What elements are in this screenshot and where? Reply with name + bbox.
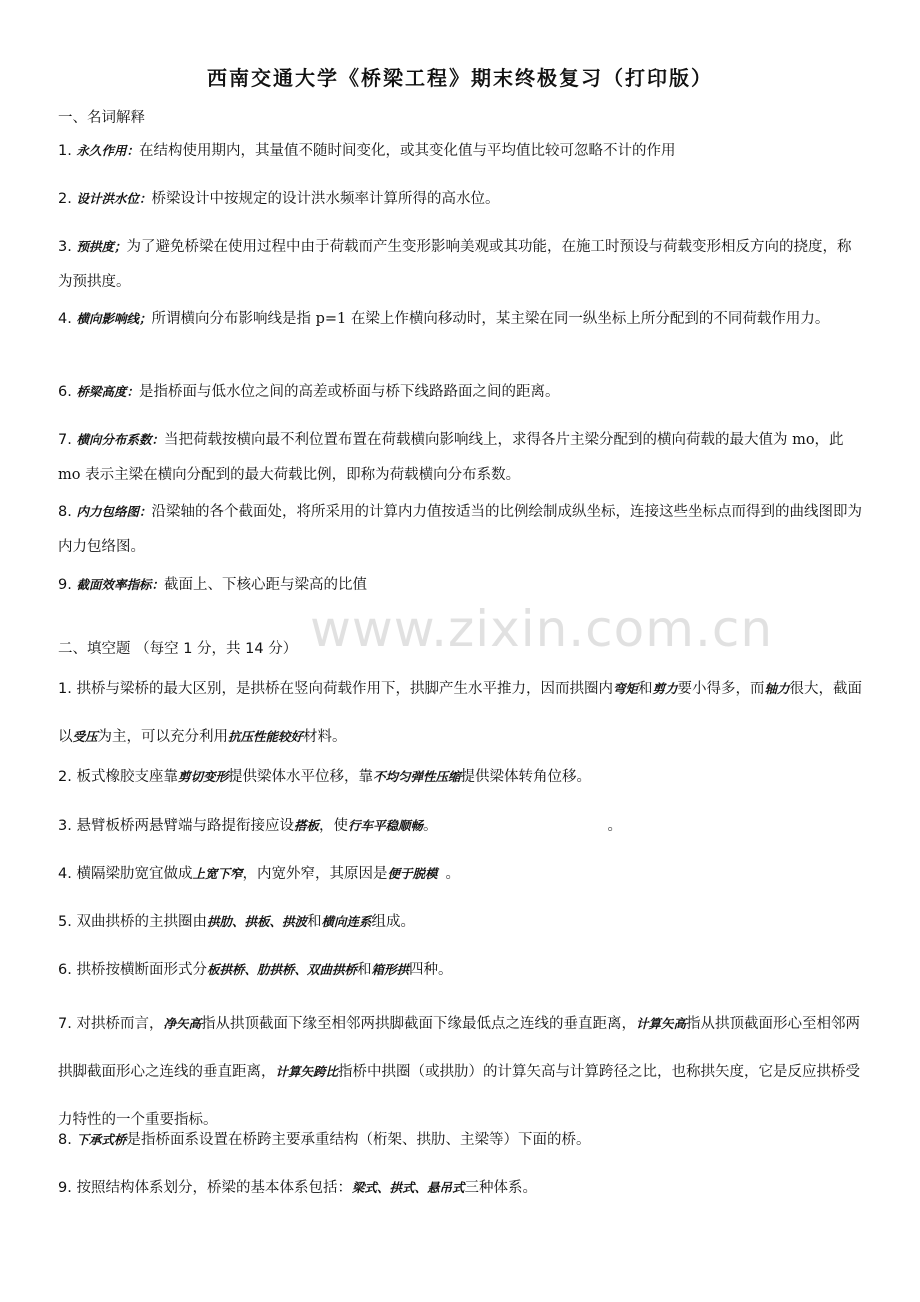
item-term: 横向分布系数： xyxy=(76,432,164,447)
definition-item xyxy=(58,229,864,300)
item-text: 按照结构体系划分，桥梁的基本体系包括： xyxy=(76,1180,352,1196)
answer: 计算矢跨比 xyxy=(275,1064,339,1079)
answer: 梁式、拱式、悬吊式 xyxy=(351,1180,465,1195)
page-title: 西南交通大学《桥梁工程》期末终极复习（打印版） xyxy=(207,66,713,90)
definition-item xyxy=(58,133,864,169)
item-text: 三种体系。 xyxy=(464,1180,537,1196)
definition-item xyxy=(58,301,864,337)
answer: 净矢高 xyxy=(163,1016,201,1031)
section2-heading: 二、填空题 （每空 1 分，共 14 分） xyxy=(58,641,298,657)
section1-heading: 一、名词解释 xyxy=(58,110,145,126)
item-text: 板式橡胶支座靠 xyxy=(76,769,178,785)
item-term: 永久作用： xyxy=(76,143,139,158)
fill-item xyxy=(58,1122,864,1158)
item-number: 2. xyxy=(58,769,72,785)
definition-item xyxy=(58,374,864,410)
answer: 搭板 xyxy=(293,818,319,833)
item-number: 3. xyxy=(58,239,72,255)
answer: 剪力 xyxy=(652,681,678,696)
definition-item xyxy=(58,567,864,603)
item-text: 指从拱顶截面下缘至相邻两拱脚截面下缘最低点之连线的垂直距离， xyxy=(200,1016,636,1032)
item-number: 3. xyxy=(58,818,72,834)
item-number: 2. xyxy=(58,191,72,207)
item-text: ，使 xyxy=(318,818,348,834)
item-number: 6. xyxy=(58,962,72,978)
answer: 横向连系 xyxy=(321,914,372,929)
fill-item xyxy=(58,808,864,844)
item-number: 1. xyxy=(58,681,72,697)
item-text: 要小得多，而 xyxy=(677,681,765,697)
item-number: 7. xyxy=(58,432,72,448)
watermark: www.zixin.com.cn xyxy=(310,600,774,658)
item-term: 横向影响线； xyxy=(76,311,152,326)
item-number: 8. xyxy=(58,504,72,520)
item-text: 为主，可以充分利用 xyxy=(97,729,229,745)
answer: 计算矢高 xyxy=(635,1016,686,1031)
definition-item xyxy=(58,494,864,565)
item-term: 内力包络图： xyxy=(76,504,152,519)
item-text: 组成。 xyxy=(371,914,415,930)
item-term: 截面效率指标： xyxy=(76,577,164,592)
answer: 行车平稳顺畅 xyxy=(347,818,423,833)
item-text: 横隔梁肋宽宜做成 xyxy=(76,866,193,882)
definition-item xyxy=(58,181,864,217)
item-number: 1. xyxy=(58,143,72,159)
answer: 剪切变形 xyxy=(177,769,228,784)
item-text: 很大，截面以 xyxy=(58,681,862,745)
item-text: 是指桥面与低水位之间的高差或桥面与桥下线路路面之间的距离。 xyxy=(138,384,560,400)
definition-item xyxy=(58,422,864,493)
item-text: 。 xyxy=(422,818,438,834)
item-number: 4. xyxy=(58,866,72,882)
item-text: 和 xyxy=(306,914,322,930)
item-text: 和 xyxy=(356,962,372,978)
item-text: 对拱桥而言， xyxy=(76,1016,164,1032)
item-text: 拱桥与梁桥的最大区别，是拱桥在竖向荷载作用下，拱脚产生水平推力，因而拱圈内 xyxy=(76,681,613,697)
answer: 上宽下窄 xyxy=(192,866,243,881)
item-number: 8. xyxy=(58,1132,72,1148)
item-text: 悬臂板桥两悬臂端与路提衔接应设 xyxy=(76,818,294,834)
item-text: 和 xyxy=(637,681,653,697)
item-text: 指桥中拱圈（或拱肋）的计算矢高与计算跨径之比，也称拱矢度，它是反应拱桥受力特性的一个重要指标。 xyxy=(58,1064,861,1128)
item-text: 双曲拱桥的主拱圈由 xyxy=(76,914,207,930)
item-term: 预拱度； xyxy=(76,239,127,254)
fill-item xyxy=(58,952,864,988)
item-text: 提供梁体转角位移。 xyxy=(460,769,591,785)
item-text: 为了避免桥梁在使用过程中由于荷载而产生变形影响美观或其功能，在施工时预设与荷载变形相反方向的挠度，称为预拱度。 xyxy=(58,239,852,290)
item-text: 拱桥按横断面形式分 xyxy=(76,962,207,978)
item-text: 指从拱顶截面形心至相邻两拱脚截面形心之连线的垂直距离， xyxy=(58,1016,860,1080)
fill-item xyxy=(58,759,864,795)
item-number: 9. xyxy=(58,577,72,593)
item-number: 5. xyxy=(58,914,72,930)
item-text: 所谓横向分布影响线是指 p=1 在梁上作横向移动时，某主梁在同一纵坐标上所分配到的不同荷载作用力。 xyxy=(151,311,830,327)
item-text: 截面上、下核心距与梁高的比值 xyxy=(163,577,367,593)
item-number: 4. xyxy=(58,311,72,327)
item-text: 沿梁轴的各个截面处，将所采用的计算内力值按适当的比例绘制成纵坐标，连接这些坐标点而得到的曲线图即为内力包络图。 xyxy=(58,504,862,555)
fill-item xyxy=(58,856,864,892)
item-number: 7. xyxy=(58,1016,72,1032)
answer: 箱形拱 xyxy=(371,962,409,977)
item-number: 6. xyxy=(58,384,72,400)
fill-item xyxy=(58,665,864,761)
answer: 下承式桥 xyxy=(76,1132,127,1147)
answer: 板拱桥、肋拱桥、双曲拱桥 xyxy=(206,962,357,977)
item-text: 材料。 xyxy=(303,729,347,745)
answer: 抗压性能较好 xyxy=(228,729,304,744)
item-number: 9. xyxy=(58,1180,72,1196)
item-text: 当把荷载按横向最不利位置布置在荷载横向影响线上，求得各片主梁分配到的横向荷载的最大值为 mo，此 mo 表示主梁在横向分配到的最大荷载比例，即称为荷载横向分布系数。 xyxy=(58,432,844,483)
answer: 受压 xyxy=(72,729,98,744)
item-text: 在结构使用期内，其量值不随时间变化，或其变化值与平均值比较可忽略不计的作用 xyxy=(138,143,676,159)
answer: 轴力 xyxy=(764,681,790,696)
answer: 不均匀弹性压缩 xyxy=(372,769,461,784)
item-text: 。 xyxy=(607,818,622,834)
answer: 便于脱模 xyxy=(387,866,438,881)
item-term: 桥梁高度： xyxy=(76,384,139,399)
item-text: 桥梁设计中按规定的设计洪水频率计算所得的高水位。 xyxy=(151,191,500,207)
item-text: ，内宽外窄，其原因是 xyxy=(242,866,388,882)
item-text: 提供梁体水平位移，靠 xyxy=(227,769,373,785)
fill-item xyxy=(58,904,864,940)
answer: 弯矩 xyxy=(612,681,638,696)
item-text: 是指桥面系设置在桥跨主要承重结构（桁架、拱肋、主梁等）下面的桥。 xyxy=(126,1132,591,1148)
item-term: 设计洪水位： xyxy=(76,191,152,206)
item-text: 。 xyxy=(445,866,460,882)
fill-item xyxy=(58,1170,864,1206)
answer: 拱肋、拱板、拱波 xyxy=(206,914,307,929)
item-text: 四种。 xyxy=(408,962,453,978)
